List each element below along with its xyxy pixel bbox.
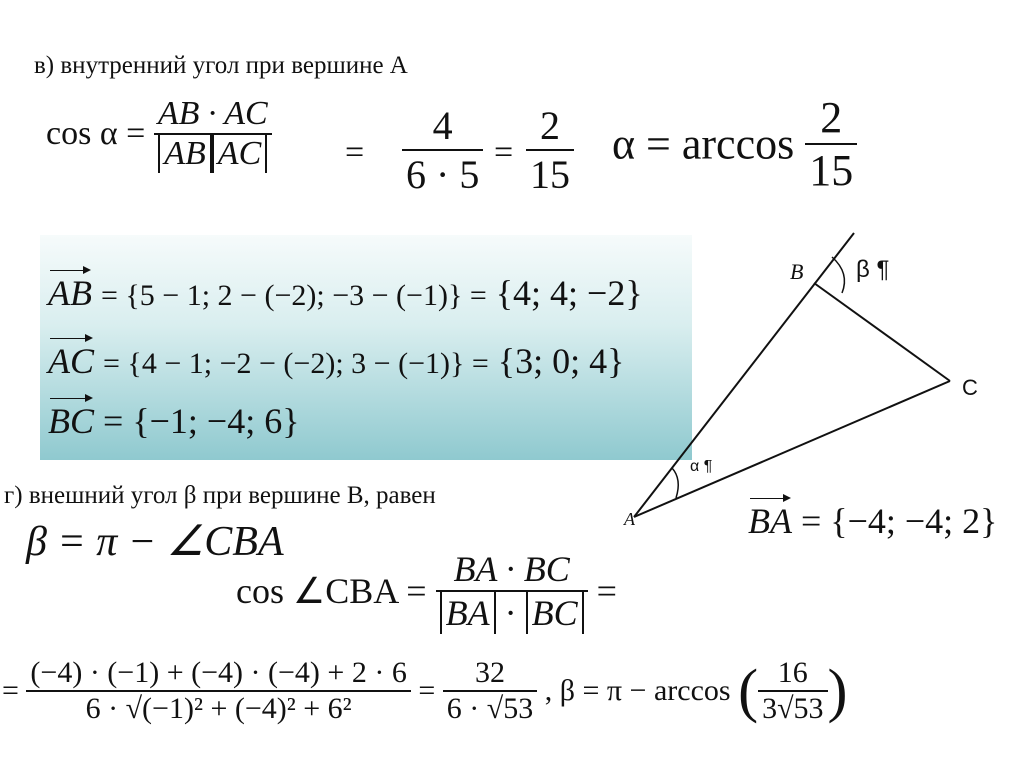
dot-product-num: (−4) · (−1) + (−4) · (−4) + 2 · 6: [26, 656, 410, 692]
fraction-16-den-root: 53: [793, 692, 824, 725]
vector-ac-name: AC: [48, 341, 95, 381]
fraction-32-den: 6 · √53: [446, 692, 534, 725]
dot-product-fraction: [26, 656, 410, 726]
vector-ac-expr: = {4 − 1; −2 − (−2); 3 − (−1)} =: [103, 347, 489, 380]
vector-ab-result: {4; 4; −2}: [495, 273, 643, 313]
vector-bc-expr: = {−1; −4; 6}: [103, 401, 300, 441]
side-bc: [814, 283, 950, 381]
dot-product-den-root: (−1)² + (−4)² + 6²: [142, 692, 352, 725]
eq-sign-2: =: [494, 134, 514, 171]
label-beta: β ¶: [856, 256, 890, 283]
cba-fraction-den: BA · BC: [436, 592, 588, 634]
bottom-eq-2: =: [418, 674, 436, 707]
alpha-fraction-den: 15: [809, 146, 854, 195]
cos-cba-formula: [236, 548, 617, 634]
paren-open: (: [738, 657, 759, 724]
extension-line: [634, 233, 854, 517]
vector-bc-name: BC: [48, 401, 95, 441]
fraction-4-over-6x5: [402, 102, 483, 198]
eq-sign-1: =: [345, 134, 365, 171]
fraction-32: [443, 656, 537, 726]
alpha-arc: [672, 468, 678, 498]
fraction-32-den-root: 53: [503, 692, 534, 725]
beta-arc: [832, 257, 844, 293]
fraction-num-2: 2: [526, 102, 574, 151]
fraction-16: [758, 656, 827, 726]
label-alpha: α ¶: [690, 458, 713, 475]
label-b: B: [790, 259, 804, 284]
fraction-den-15: 15: [530, 152, 570, 197]
fraction-num-4: 4: [402, 102, 483, 151]
norm-bc: BC: [526, 592, 584, 634]
vector-bc-row: [48, 400, 300, 442]
cba-fraction: [436, 548, 588, 634]
heading-g: г) внешний угол β при вершине B, равен: [4, 482, 436, 509]
triangle-diagram: [610, 225, 1024, 525]
cos-alpha-label: cos α =: [46, 115, 146, 152]
vector-ab-row: [48, 272, 643, 314]
cos-alpha-formula: [46, 95, 272, 173]
vector-ba-expr: = {−4; −4; 2}: [800, 501, 998, 541]
fraction-den-6x5: 6 · 5: [406, 152, 480, 197]
vector-ac-row: [48, 340, 624, 382]
beta-result: , β = π − arccos: [544, 674, 731, 707]
vector-ac-result: {3; 0; 4}: [497, 341, 625, 381]
alpha-arccos-label: α = arccos: [612, 119, 795, 169]
beta-definition: β = π − ∠CBA: [26, 519, 284, 565]
cba-eq-tail: =: [596, 571, 617, 611]
dot-product-den-lead: 6 ·: [85, 692, 119, 725]
side-ac: [634, 381, 950, 517]
fraction-numerator: AB · AC: [154, 95, 272, 135]
fraction-2-over-15: [526, 102, 574, 198]
fraction-denominator: [154, 135, 272, 173]
heading-v: в) внутренний угол при вершине А: [34, 52, 408, 79]
fraction-16-den-lead: 3: [762, 692, 778, 725]
norm-ab: AB: [158, 135, 212, 173]
fraction-32-num: 32: [443, 656, 537, 692]
fraction-16-den: 3√53: [762, 692, 824, 725]
paren-close: ): [827, 657, 848, 724]
fraction-16-num: 16: [758, 656, 827, 692]
norm-ba: BA: [440, 592, 496, 634]
vector-ba-name: BA: [748, 501, 792, 541]
vector-ba-row: [748, 500, 997, 542]
vector-ab-expr: = {5 − 1; 2 − (−2); −3 − (−1)} =: [100, 279, 487, 312]
dot-product-den: 6 · √(−1)² + (−4)² + 6²: [85, 692, 352, 725]
cos-cba-label: cos ∠CBA =: [236, 571, 427, 611]
alpha-fraction-num: 2: [805, 92, 857, 145]
alpha-arccos: [612, 92, 857, 196]
bottom-formula: [2, 656, 848, 726]
alpha-fraction: [805, 92, 857, 196]
norm-ac: AC: [212, 135, 267, 173]
vector-fraction: [154, 95, 272, 173]
fraction-32-den-lead: 6 ·: [446, 692, 480, 725]
vector-ab-name: AB: [48, 273, 92, 313]
label-a: A: [624, 509, 635, 525]
label-c: C: [962, 375, 978, 400]
cba-fraction-num: BA · BC: [436, 548, 588, 592]
bottom-eq-lead: =: [2, 674, 19, 707]
